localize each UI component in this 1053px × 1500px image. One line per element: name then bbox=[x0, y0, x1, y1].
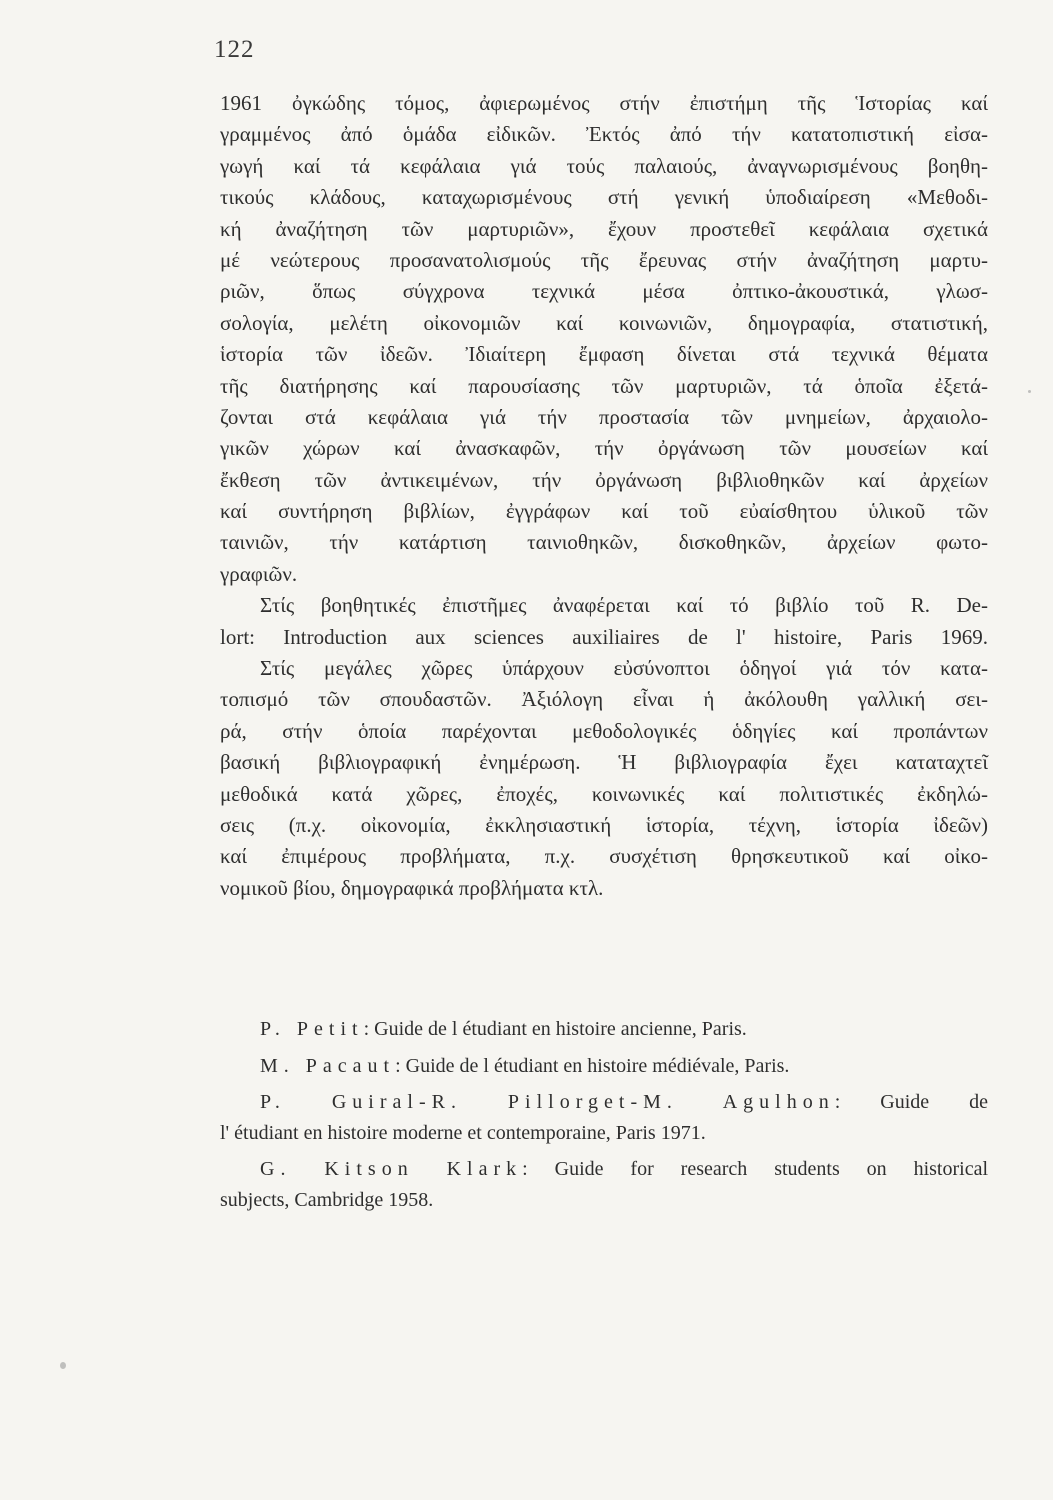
reference-line: P. Guiral-R. Pillorget-M. Agulhon: Guide de bbox=[260, 1091, 988, 1114]
text-line: καί ἐπιμέρους προβλήματα, π.χ. συσχέτιση θρησκευτικοῦ καί οἰκο- bbox=[220, 844, 988, 869]
text-line: γωγή καί τά κεφάλαια γιά τούς παλαιούς, ἀναγνωρισμένους βοηθη- bbox=[220, 153, 988, 178]
text-line: 1961 ὀγκώδης τόμος, ἀφιερωμένος στήν ἐπιστήμη τῆς Ἱστορίας καί bbox=[220, 91, 988, 115]
reference-list bbox=[220, 1014, 988, 1222]
text-line: κή ἀναζήτηση τῶν μαρτυριῶν», ἔχουν προστεθεῖ κεφάλαια σχετικά bbox=[220, 216, 988, 241]
text-line: ἔκθεση τῶν ἀντικειμένων, τήν ὀργάνωση βιβλιοθηκῶν καί ἀρχείων bbox=[220, 467, 988, 492]
reference-line: l' étudiant en histoire moderne et contemporaine, Paris 1971. bbox=[220, 1121, 706, 1144]
body-text bbox=[220, 88, 988, 904]
page-number: 122 bbox=[214, 36, 255, 63]
text-line: νομικοῦ βίου, δημογραφικά προβλήματα κτλ. bbox=[220, 875, 604, 900]
text-line: Στίς μεγάλες χῶρες ὑπάρχουν εὐσύνοπτοι ὁδηγοί γιά τόν κατα- bbox=[260, 656, 988, 681]
paragraph-3 bbox=[220, 653, 988, 904]
reference-line: subjects, Cambridge 1958. bbox=[220, 1188, 434, 1211]
reference-line: G. Kitson Klark: Guide for research students on historical bbox=[260, 1158, 988, 1181]
reference-item bbox=[220, 1051, 988, 1082]
reference-author: M. Pacaut bbox=[260, 1054, 396, 1077]
reference-title: Guide de bbox=[880, 1091, 988, 1114]
reference-line: P. Petit: Guide de l étudiant en histoire ancienne, Paris. bbox=[260, 1018, 747, 1040]
text-line: σεις (π.χ. οἰκονομία, ἐκκλησιαστική ἱστορία, τέχνη, ἱστορία ἰδεῶν) bbox=[220, 812, 988, 837]
reference-title: Guide for research students on historical bbox=[554, 1158, 988, 1181]
paper-speck bbox=[1028, 390, 1031, 393]
text-line: Στίς βοηθητικές ἐπιστῆμες ἀναφέρεται καί τό βιβλίο τοῦ R. De- bbox=[260, 593, 988, 618]
text-line: μέ νεώτερους προσανατολισμούς τῆς ἔρευνας στήν ἀναζήτηση μαρτυ- bbox=[220, 247, 988, 272]
text-line: ριῶν, ὅπως σύγχρονα τεχνικά μέσα ὀπτικο-ἀκουστικά, γλωσ- bbox=[220, 279, 988, 304]
reference-title: Guide de l étudiant en histoire médiévale, Paris. bbox=[405, 1054, 790, 1077]
paragraph-2 bbox=[220, 590, 988, 653]
paper-speck bbox=[60, 1362, 66, 1369]
text-line: καί συντήρηση βιβλίων, ἐγγράφων καί τοῦ εὐαίσθητου ὑλικοῦ τῶν bbox=[220, 499, 988, 524]
text-line: μεθοδικά κατά χῶρες, ἐποχές, κοινωνικές καί πολιτιστικές ἐκδηλώ- bbox=[220, 781, 988, 806]
text-line: γραφιῶν. bbox=[220, 561, 298, 586]
text-line: ζονται στά κεφάλαια γιά τήν προστασία τῶν μνημείων, ἀρχαιολο- bbox=[220, 404, 988, 429]
text-line: γραμμένος ἀπό ὁμάδα εἰδικῶν. Ἐκτός ἀπό τήν κατατοπιστική εἰσα- bbox=[220, 122, 988, 147]
reference-author: G. Kitson Klark bbox=[260, 1158, 523, 1181]
reference-item bbox=[220, 1087, 988, 1148]
text-line: ρά, στήν ὁποία παρέχονται μεθοδολογικές ὁδηγίες καί προπάντων bbox=[220, 718, 988, 743]
reference-item bbox=[220, 1154, 988, 1215]
reference-item bbox=[220, 1014, 988, 1045]
text-line: lort: Introduction aux sciences auxiliaires de l' histoire, Paris 1969. bbox=[220, 624, 988, 649]
reference-line: M. Pacaut: Guide de l étudiant en histoire médiévale, Paris. bbox=[260, 1054, 790, 1077]
text-line: ταινιῶν, τήν κατάρτιση ταινιοθηκῶν, δισκοθηκῶν, ἀρχείων φωτο- bbox=[220, 530, 988, 555]
reference-author: P. Guiral-R. Pillorget-M. Agulhon bbox=[260, 1091, 835, 1114]
reference-author: P. Petit bbox=[260, 1018, 364, 1040]
text-line: τῆς διατήρησης καί παρουσίασης τῶν μαρτυριῶν, τά ὁποῖα ἐξετά- bbox=[220, 373, 988, 398]
reference-title: Guide de l étudiant en histoire ancienne, Paris. bbox=[374, 1018, 747, 1040]
text-line: γικῶν χώρων καί ἀνασκαφῶν, τήν ὀργάνωση τῶν μουσείων καί bbox=[220, 436, 988, 461]
text-line: ἱστορία τῶν ἰδεῶν. Ἰδιαίτερη ἔμφαση δίνεται στά τεχνικά θέματα bbox=[220, 342, 988, 367]
text-line: βασική βιβλιογραφική ἐνημέρωση. Ἡ βιβλιογραφία ἔχει καταταχτεῖ bbox=[220, 750, 988, 775]
text-line: τοπισμό τῶν σπουδαστῶν. Ἀξιόλογη εἶναι ἡ ἀκόλουθη γαλλική σει- bbox=[220, 687, 988, 712]
text-line: σολογία, μελέτη οἰκονομιῶν καί κοινωνιῶν, δημογραφία, στατιστική, bbox=[220, 310, 988, 335]
paragraph-1 bbox=[220, 88, 988, 590]
text-line: τικούς κλάδους, καταχωρισμένους στή γενική ὑποδιαίρεση «Μεθοδι- bbox=[220, 185, 988, 210]
